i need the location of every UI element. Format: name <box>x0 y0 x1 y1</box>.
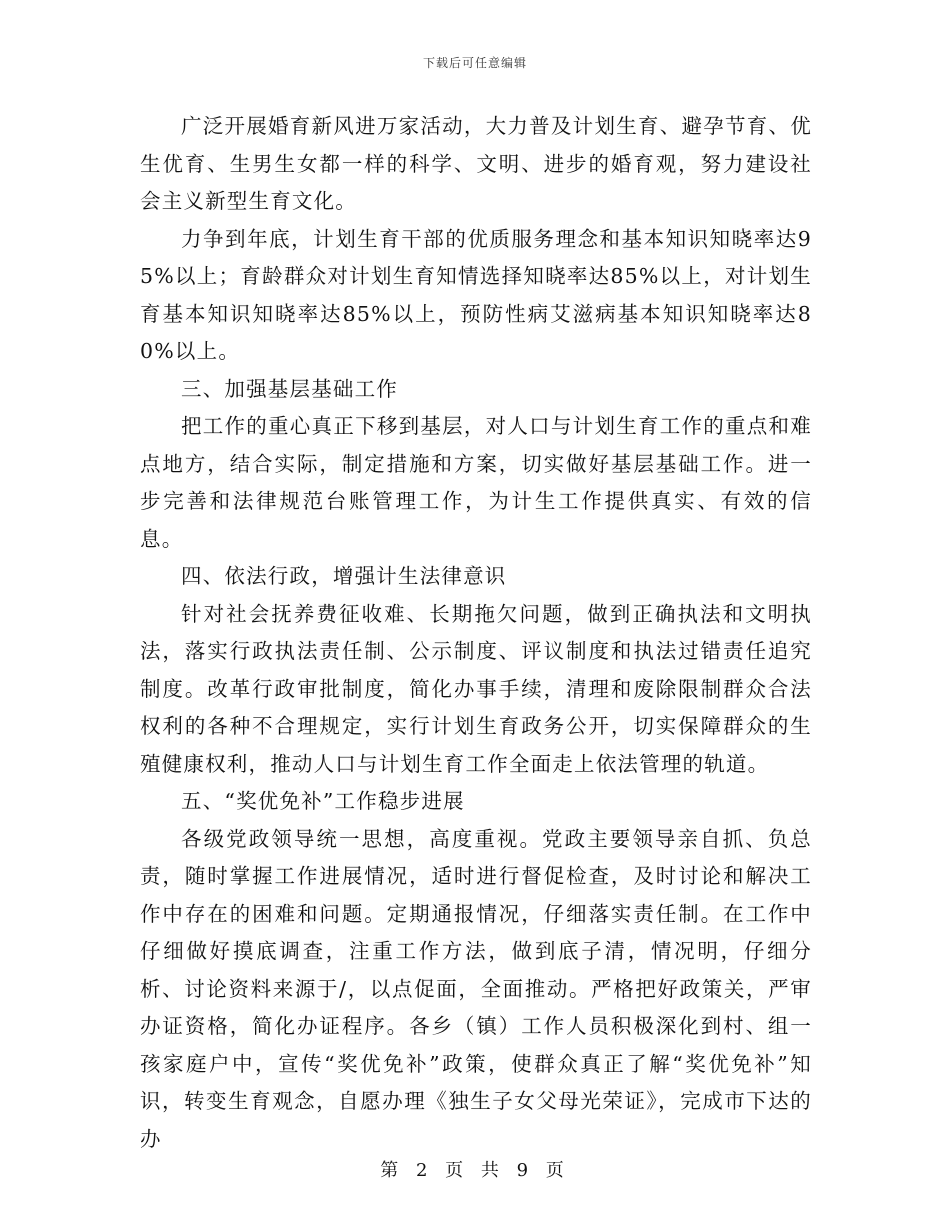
section-heading-5: 五、“奖优免补”工作稳步进展 <box>181 789 465 813</box>
paragraph-reward-policy: 各级党政领导统一思想，高度重视。党政主要领导亲自抓、负总责，随时掌握工作进展情况，适时进行督促检查，及时讨论和解决工作中存在的困难和问题。定期通报情况，仔细落实责任制。在工作中仔细做好摸底调查，注重工作方法，做到底子清，情况明，仔细分析、讨论资料来源于/，以点促面，全面推动。严格把好政策关，严审办证资格，简化办证程序。各乡（镇）工作人员积极深化到村、组一孩家庭户中，宣传“奖优免补”政策，使群众真正了解“奖优免补”知识，转变生育观念，自愿办理《独生子女父母光荣证》，完成市下达的办 <box>140 826 812 1151</box>
section-heading-4: 四、依法行政，增强计生法律意识 <box>181 564 507 588</box>
section-heading-3: 三、加强基层基础工作 <box>181 376 398 401</box>
paragraph-marriage-culture: 广泛开展婚育新风进万家活动，大力普及计划生育、避孕节育、优生优育、生男生女都一样的科学、文明、进步的婚育观，努力建设社会主义新型生育文化。 <box>140 114 812 213</box>
document-body <box>140 108 812 1158</box>
header-note: 下载后可任意编辑 <box>422 56 527 70</box>
paragraph-law-administration: 针对社会抚养费征收难、长期拖欠问题，做到正确执法和文明执法，落实行政执法责任制、公示制度、评议制度和执法过错责任追究制度。改革行政审批制度，简化办事手续，清理和废除限制群众合法权利的各种不合理规定，实行计划生育政务公开，切实保障群众的生殖健康权利，推动人口与计划生育工作全面走上依法管理的轨道。 <box>140 601 812 776</box>
paragraph-grassroots-work: 把工作的重心真正下移到基层，对人口与计划生育工作的重点和难点地方，结合实际，制定措施和方案，切实做好基层基础工作。进一步完善和法律规范台账管理工作，为计生工作提供真实、有效的信息。 <box>140 414 812 551</box>
page-number: 第 2 页 共 9 页 <box>380 1160 570 1181</box>
paragraph-awareness-targets: 力争到年底，计划生育干部的优质服务理念和基本知识知晓率达95%以上；育龄群众对计划生育知情选择知晓率达85%以上，对计划生育基本知识知晓率达85%以上，预防性病艾滋病基本知识知晓率达80%以上。 <box>140 226 812 363</box>
